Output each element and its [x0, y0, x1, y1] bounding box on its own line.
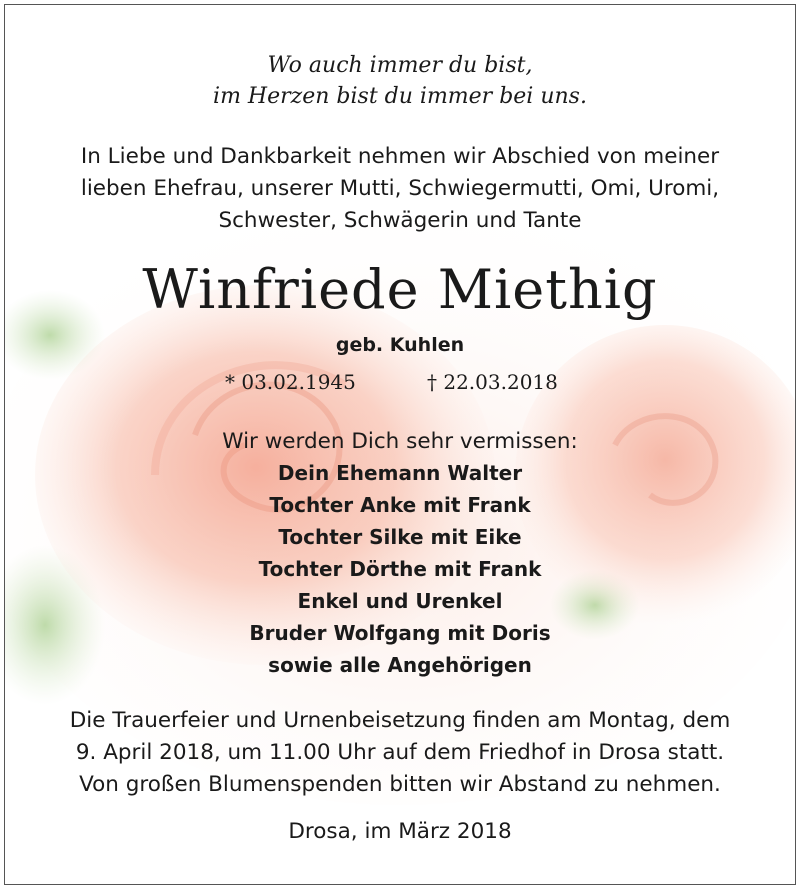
- list-item: Enkel und Urenkel: [297, 589, 503, 613]
- deceased-name: Winfriede Miethig: [142, 258, 658, 321]
- list-item: Tochter Silke mit Eike: [278, 525, 522, 549]
- ceremony-details: [5, 705, 795, 801]
- ceremony-line: Von großen Blumenspenden bitten wir Abstand zu nehmen.: [79, 772, 721, 797]
- intro-line: lieben Ehefrau, unserer Mutti, Schwiegermutti, Omi, Uromi,: [80, 176, 720, 201]
- death-date: † 22.03.2018: [427, 370, 558, 394]
- list-item: Tochter Dörthe mit Frank: [258, 557, 542, 581]
- maiden-name: geb. Kuhlen: [335, 334, 465, 356]
- notice-text: [5, 5, 795, 884]
- list-item: Tochter Anke mit Frank: [269, 493, 531, 517]
- mourners-heading: Wir werden Dich sehr vermissen:: [222, 429, 578, 454]
- intro-line: In Liebe und Dankbarkeit nehmen wir Abschied von meiner: [80, 144, 720, 169]
- list-item: sowie alle Angehörigen: [268, 653, 532, 677]
- place-and-date: Drosa, im März 2018: [288, 819, 512, 844]
- ceremony-line: Die Trauerfeier und Urnenbeisetzung finden am Montag, dem: [69, 708, 731, 733]
- mourners-list: [5, 457, 795, 681]
- motto-verse: [5, 50, 795, 112]
- farewell-intro: [5, 141, 795, 237]
- motto-line: im Herzen bist du immer bei uns.: [213, 84, 587, 109]
- birth-date: * 03.02.1945: [225, 370, 356, 394]
- motto-line: Wo auch immer du bist,: [267, 53, 533, 78]
- intro-line: Schwester, Schwägerin und Tante: [218, 208, 582, 233]
- obituary-notice: [4, 4, 796, 885]
- ceremony-line: 9. April 2018, um 11.00 Uhr auf dem Friedhof in Drosa statt.: [75, 740, 725, 765]
- list-item: Dein Ehemann Walter: [277, 461, 523, 485]
- list-item: Bruder Wolfgang mit Doris: [249, 621, 551, 645]
